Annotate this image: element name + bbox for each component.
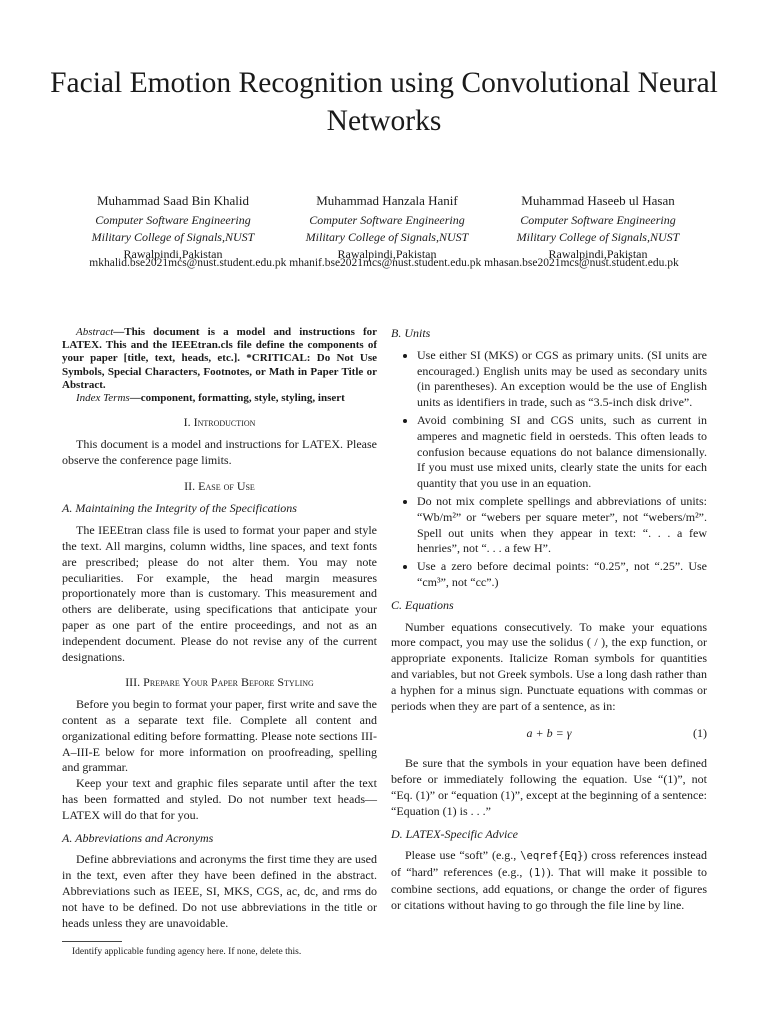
index-terms-label: Index Terms <box>76 392 130 405</box>
latex-advice-text-a: Please use “soft” (e.g., <box>405 848 521 863</box>
author-name: Muhammad Hanzala Hanif <box>316 193 458 208</box>
author-name: Muhammad Haseeb ul Hasan <box>521 193 675 208</box>
latex-advice-text-b: ) cross references instead of “hard” references (e.g., <box>391 848 707 880</box>
right-column <box>391 326 707 914</box>
prepare-paragraph-1: Before you begin to format your paper, first write and save the content as a separate text file. Complete all content and organizational editing before formatting. Please note sections III-A–III-E below for more information on proofreading, spelling and grammar. <box>62 697 377 775</box>
section-heading-introduction: I. Introduction <box>183 415 256 430</box>
author-department: Computer Software Engineering <box>520 213 676 227</box>
author-name: Muhammad Saad Bin Khalid <box>96 193 249 208</box>
ease-of-use-paragraph: The IEEEtran class file is used to format your paper and style the text. All margins, column widths, line spaces, and text fonts are prescribed; please do not alter them. You may note peculiarities. For example, the head margin measures proportionately more than is customary. This measurement and others are deliberate, using specifications that anticipate your paper as one part of the entire proceedings, and not as an independent document. Please do not revise any of the current designations. <box>62 523 377 664</box>
left-column <box>62 326 377 958</box>
abstract <box>62 326 377 392</box>
latex-advice-paragraph <box>391 848 707 913</box>
abbreviations-paragraph: Define abbreviations and acronyms the first time they are used in the text, even after they have been defined in the abstract. Abbreviations such as IEEE, SI, MKS, CGS, ac, dc, and rms do not have to be defined. Do not use abbreviations in the title or heads unless they are unavoidable. <box>62 852 377 930</box>
equation-number: (1) <box>693 726 707 741</box>
author-city: Rawalpindi,Pakistan <box>337 247 437 261</box>
list-item: • Avoid combining SI and CGS units, such as current in amperes and magnetic field in oersteds. This often leads to confusion because equations do not balance dimensionally. If you must use mixed units, clearly state the units for each quantity that you use in an equation. <box>417 413 707 492</box>
latex-advice-text-c: ). That will make it possible to combine sections, add equations, or change the order of figures or citations without having to go through the file line by line. <box>391 865 707 912</box>
author-organization: Military College of Signals,NUST <box>305 230 469 244</box>
author-organization: Military College of Signals,NUST <box>91 230 255 244</box>
equations-paragraph-2: Be sure that the symbols in your equation have been defined before or immediately following the equation. Use “(1)”, not “Eq. (1)” or “equation (1)”, except at the beginning of a sentence: “Equation (1) is . . .” <box>391 756 707 818</box>
abstract-text: —This document is a model and instructions for LATEX. This and the IEEEtran.cls file define the components of your paper [title, text, heads, etc.]. *CRITICAL: Do Not Use Symbols, Special Characters, Footnotes, or Math in Paper Title or Abstract. <box>62 326 377 391</box>
units-list <box>391 348 707 591</box>
author-block-1 <box>80 190 266 263</box>
author-city: Rawalpindi,Pakistan <box>123 247 223 261</box>
section-heading-prepare: III. Prepare Your Paper Before Styling <box>125 675 314 690</box>
abstract-label: Abstract <box>76 326 114 338</box>
subsection-heading-equations: C. Equations <box>391 597 454 612</box>
author-block-2 <box>294 190 480 263</box>
subsection-heading-units: B. Units <box>391 326 431 340</box>
list-item: • Use either SI (MKS) or CGS as primary units. (SI units are encouraged.) English units may be used as secondary units (in parentheses). An exception would be the use of English units as identifiers in trade, such as “3.5-inch disk drive”. <box>417 348 707 411</box>
author-department: Computer Software Engineering <box>95 213 251 227</box>
paper-title: Facial Emotion Recognition using Convolutional Neural Networks <box>50 67 718 137</box>
index-terms <box>62 392 377 405</box>
latex-code-eqref: \eqref{Eq} <box>520 850 584 863</box>
author-department: Computer Software Engineering <box>309 213 465 227</box>
subsection-heading-abbreviations: A. Abbreviations and Acronyms <box>62 830 214 845</box>
list-item: • Do not mix complete spellings and abbreviations of units: “Wb/m²” or “webers per square meter”, not “webers/m²”. Spell out units when they appear in text: “. . . a few henries”, not “. . . a few H”. <box>417 494 707 557</box>
author-block-3 <box>505 190 691 263</box>
section-heading-ease-of-use: II. Ease of Use <box>184 478 255 493</box>
latex-code-hard-ref: (1) <box>527 867 547 880</box>
index-terms-text: —component, formatting, style, styling, insert <box>129 392 345 405</box>
subsection-heading-integrity: A. Maintaining the Integrity of the Specifications <box>62 501 297 516</box>
author-organization: Military College of Signals,NUST <box>516 230 680 244</box>
subsection-heading-latex-advice: D. LATEX-Specific Advice <box>391 826 518 841</box>
equation: a + b = γ <box>526 726 572 741</box>
funding-footnote: Identify applicable funding agency here. If none, delete this. <box>72 947 302 958</box>
prepare-paragraph-2: Keep your text and graphic files separate until after the text has been formatted and styled. Do not number text heads—LATEX will do that for you. <box>62 776 377 822</box>
footnote-divider <box>62 941 122 942</box>
equations-paragraph-1: Number equations consecutively. To make your equations more compact, you may use the solidus ( / ), the exp function, or appropriate exponents. Italicize Roman symbols for quantities and variables, but not Greek symbols. Use a long dash rather than a hyphen for a minus sign. Punctuate equations with commas or periods when they are part of a sentence, as in: <box>391 619 707 713</box>
introduction-paragraph: This document is a model and instructions for LATEX. Please observe the conference page limits. <box>62 437 377 467</box>
author-emails: mkhalid.bse2021mcs@nust.student.edu.pk mhanif.bse2021mcs@nust.student.edu.pk mhasan.bse2021mcs@nust.student.edu.pk <box>89 257 679 269</box>
author-city: Rawalpindi,Pakistan <box>548 247 648 261</box>
list-item: • Use a zero before decimal points: “0.25”, not “.25”. Use “cm³”, not “cc”.) <box>417 559 707 591</box>
equation-line <box>391 726 707 742</box>
